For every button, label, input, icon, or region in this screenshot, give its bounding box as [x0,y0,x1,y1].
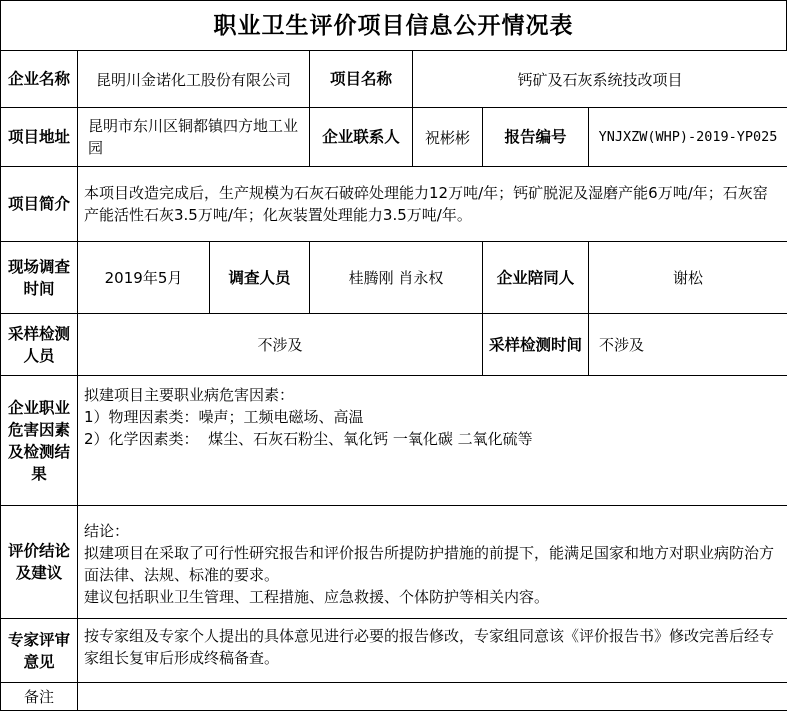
row-company [1,51,787,108]
project-address-label: 项目地址 [1,108,78,167]
row-hazards [1,376,787,506]
project-intro-label: 项目简介 [1,167,78,242]
form-title: 职业卫生评价项目信息公开情况表 [0,0,787,50]
expert-opinion-value: 按专家组及专家个人提出的具体意见进行必要的报告修改，专家组同意该《评价报告书》修改完善后经专家组长复审后形成终稿备查。 [78,619,787,683]
sampling-staff-label: 采样检测人员 [1,314,78,376]
sampling-time-label: 采样检测时间 [483,314,589,376]
conclusion-content [78,506,787,619]
company-contact-label: 企业联系人 [310,108,413,167]
report-number-label: 报告编号 [483,108,589,167]
hazards-line-3: 2）化学因素类： 煤尘、石灰石粉尘、氧化钙 一氧化碳 二氧化硫等 [84,430,533,448]
hazards-label: 企业职业危害因素及检测结果 [1,376,78,506]
company-name-label: 企业名称 [1,51,78,108]
row-remarks [1,683,787,711]
remarks-value [78,683,787,711]
hazards-content [78,376,787,506]
conclusion-line-1: 结论： [84,522,130,540]
conclusion-line-2: 拟建项目在采取了可行性研究报告和评价报告所提防护措施的前提下，能满足国家和地方对职业病防治方面法律、法规、标准的要求。 [84,544,775,584]
report-number-value: YNJXZW(WHP)-2019-YP025 [589,108,787,167]
expert-opinion-label: 专家评审意见 [1,619,78,683]
project-name-label: 项目名称 [310,51,413,108]
project-intro-value: 本项目改造完成后，生产规模为石灰石破碎处理能力12万吨/年；钙矿脱泥及湿磨产能6万吨/年；石灰窑产能活性石灰3.5万吨/年；化灰装置处理能力3.5万吨/年。 [78,167,787,242]
row-survey [1,242,787,314]
row-sampling [1,314,787,376]
survey-time-value: 2019年5月 [78,242,210,314]
hazards-line-1: 拟建项目主要职业病危害因素： [84,386,295,404]
sampling-staff-value: 不涉及 [78,314,483,376]
sampling-time-value: 不涉及 [589,314,787,376]
company-escort-label: 企业陪同人 [483,242,589,314]
row-intro [1,167,787,242]
conclusion-label: 评价结论及建议 [1,506,78,619]
info-table [0,50,787,711]
company-escort-value: 谢松 [589,242,787,314]
investigators-value: 桂腾刚 肖永权 [310,242,483,314]
company-name-value: 昆明川金诺化工股份有限公司 [78,51,310,108]
row-address [1,108,787,167]
project-address-value: 昆明市东川区铜都镇四方地工业园 [78,108,310,167]
conclusion-line-3: 建议包括职业卫生管理、工程措施、应急救援、个体防护等相关内容。 [84,588,550,606]
row-expert [1,619,787,683]
remarks-label: 备注 [1,683,78,711]
row-conclusion [1,506,787,619]
hazards-line-2: 1）物理因素类：噪声；工频电磁场、高温 [84,408,364,426]
investigators-label: 调查人员 [210,242,310,314]
survey-time-label: 现场调查时间 [1,242,78,314]
project-name-value: 钙矿及石灰系统技改项目 [413,51,787,108]
company-contact-value: 祝彬彬 [413,108,483,167]
